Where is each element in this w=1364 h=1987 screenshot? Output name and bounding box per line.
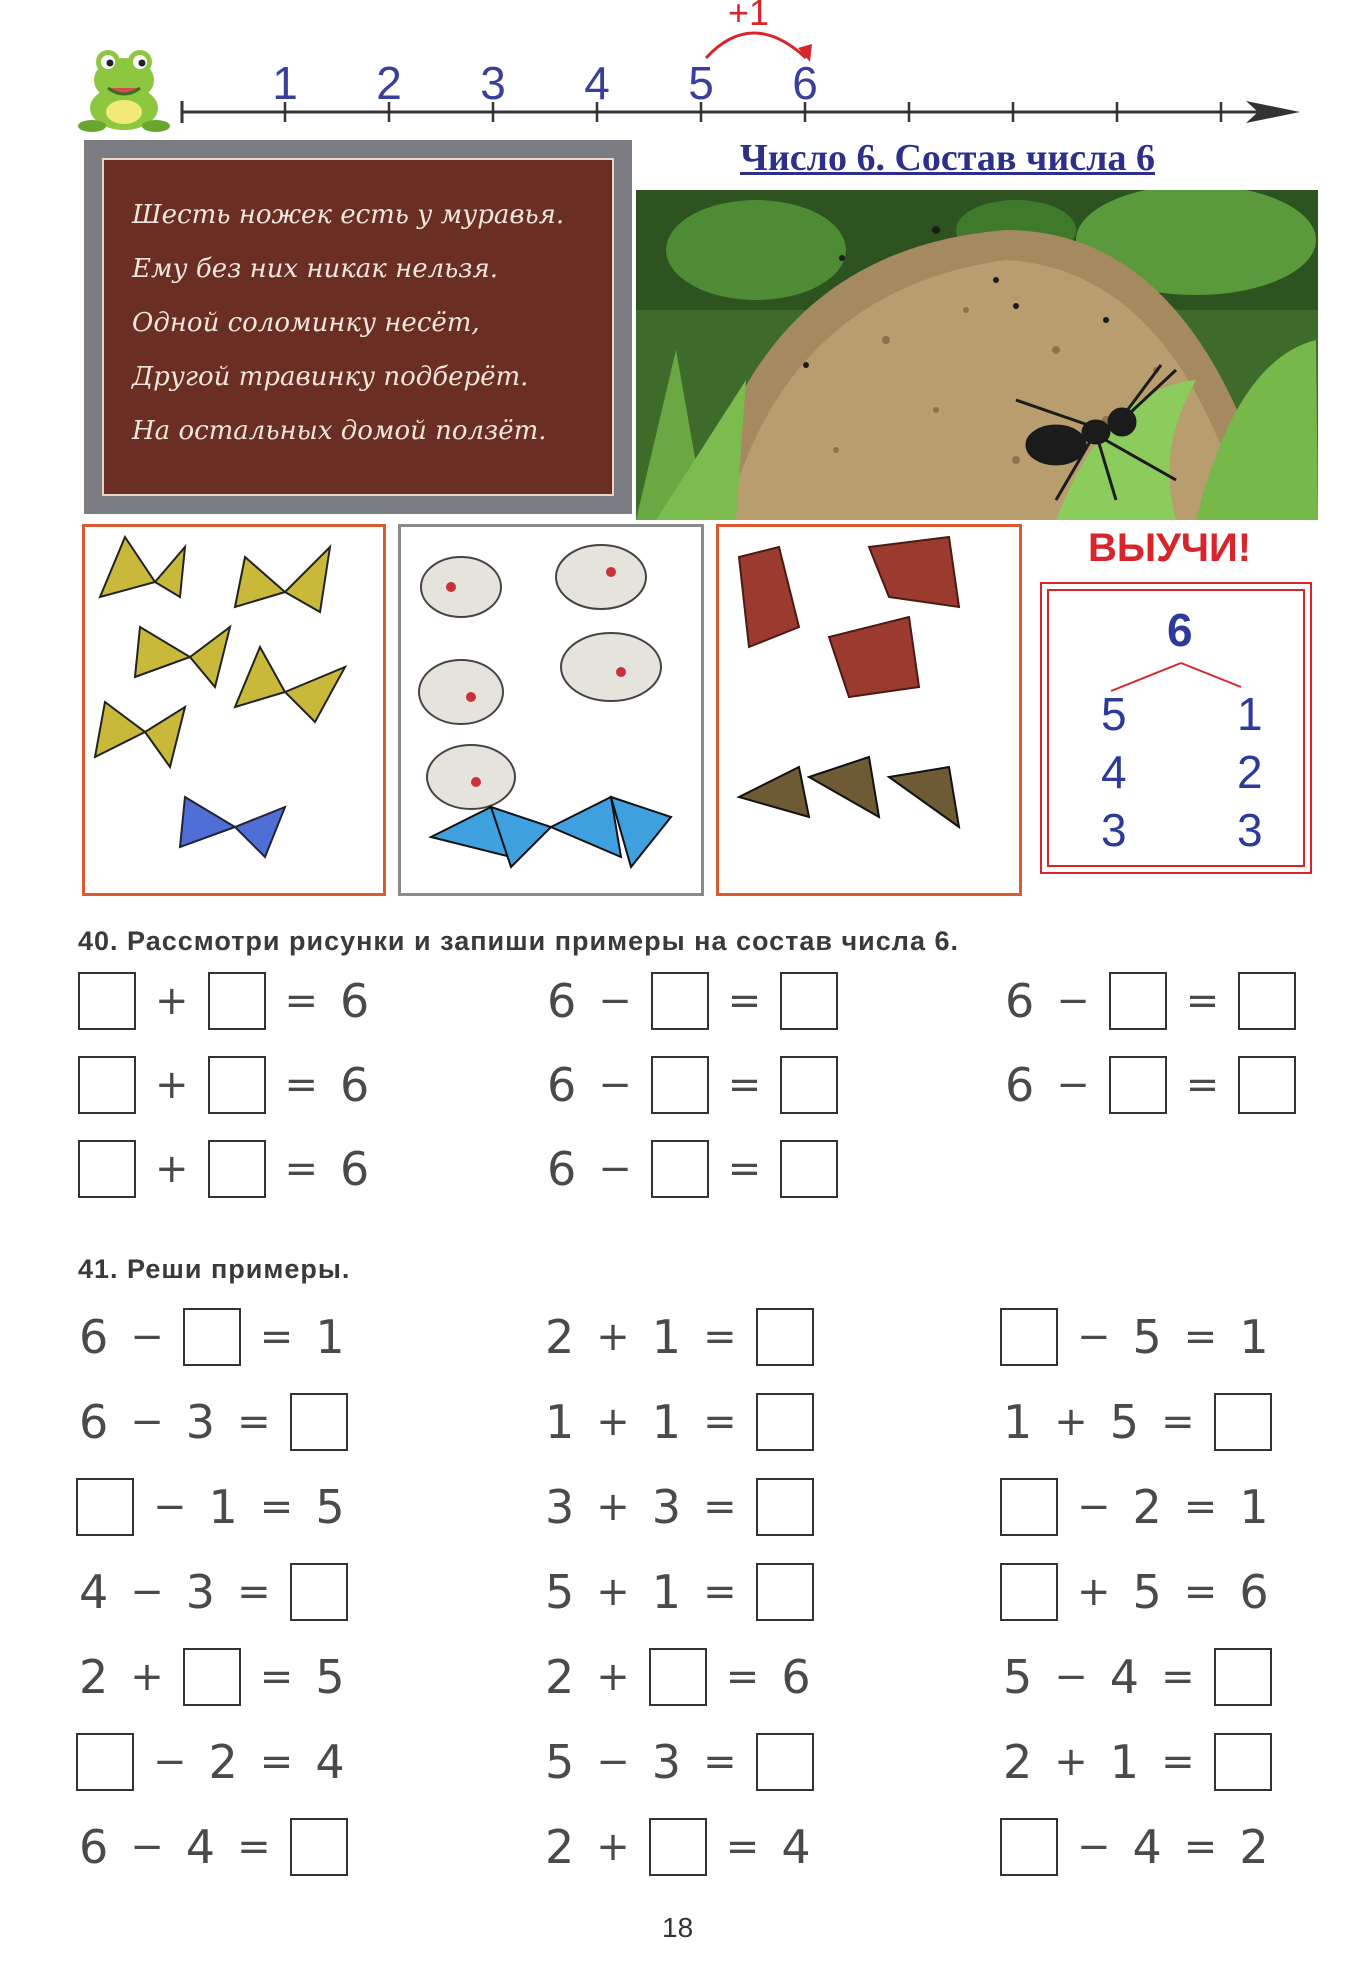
equation-operator: = xyxy=(237,1399,271,1445)
equation-operator: − xyxy=(153,1484,187,1530)
equation-operator: + xyxy=(1054,1399,1088,1445)
answer-box[interactable] xyxy=(208,1056,266,1114)
equation-operator: − xyxy=(1056,1062,1090,1108)
learn-box-inner xyxy=(1047,589,1305,867)
answer-box[interactable] xyxy=(1214,1648,1272,1706)
equation-number: 6 xyxy=(547,1058,577,1112)
equation-operator: = xyxy=(703,1569,737,1615)
equation xyxy=(72,970,378,1032)
equation-operator: = xyxy=(284,1062,319,1108)
number-line-label: 1 xyxy=(272,57,298,109)
equation-operator: − xyxy=(598,1146,632,1192)
equation xyxy=(70,1561,354,1623)
equation-number: 1 xyxy=(1239,1480,1269,1534)
equation xyxy=(994,1391,1278,1453)
equation-operator: − xyxy=(130,1569,164,1615)
equation xyxy=(72,1054,378,1116)
answer-box[interactable] xyxy=(208,1140,266,1198)
equation xyxy=(70,1391,354,1453)
equation xyxy=(70,1306,354,1368)
equation-number: 4 xyxy=(1109,1650,1140,1704)
poem-line: На остальных домой ползёт. xyxy=(132,416,547,446)
equation-number: 1 xyxy=(315,1310,345,1364)
equation-operator: = xyxy=(703,1739,737,1785)
answer-box[interactable] xyxy=(183,1308,241,1366)
equation xyxy=(70,1731,354,1793)
number-line-label: 5 xyxy=(688,57,714,109)
poem-line: Ему без них никак нельзя. xyxy=(132,254,498,284)
equation-operator: = xyxy=(727,1146,762,1192)
number-line-label: 2 xyxy=(376,57,402,109)
equation-operator: − xyxy=(1077,1314,1111,1360)
equation-operator: − xyxy=(598,978,632,1024)
learn-part-right: 3 xyxy=(1237,804,1263,856)
answer-box[interactable] xyxy=(651,1056,709,1114)
equation-number: 1 xyxy=(651,1395,682,1449)
equation-number: 1 xyxy=(651,1310,682,1364)
equation-number: 5 xyxy=(545,1565,575,1619)
equation-operator: = xyxy=(1183,1484,1218,1530)
equation-operator: + xyxy=(130,1654,164,1700)
equation-operator: = xyxy=(1161,1654,1195,1700)
equation-operator: = xyxy=(259,1484,294,1530)
equation-operator: = xyxy=(1161,1739,1195,1785)
equation-operator: = xyxy=(703,1399,737,1445)
equation-number: 6 xyxy=(340,1058,370,1112)
answer-box[interactable] xyxy=(76,1733,134,1791)
poem-panel xyxy=(102,158,614,496)
equation-operator: = xyxy=(284,978,319,1024)
equation-operator: + xyxy=(155,978,189,1024)
equation xyxy=(996,970,1302,1032)
equation-operator: + xyxy=(596,1314,630,1360)
equation-operator: = xyxy=(284,1146,319,1192)
anthill-illustration xyxy=(636,190,1318,520)
equation-operator: = xyxy=(725,1654,760,1700)
learn-heading: ВЫУЧИ! xyxy=(1088,526,1252,570)
equation-operator: − xyxy=(1077,1484,1111,1530)
answer-box[interactable] xyxy=(1000,1308,1058,1366)
answer-box[interactable] xyxy=(756,1393,814,1451)
answer-box[interactable] xyxy=(1000,1818,1058,1876)
answer-box[interactable] xyxy=(1000,1563,1058,1621)
equation-operator: + xyxy=(155,1146,189,1192)
answer-box[interactable] xyxy=(208,972,266,1030)
equation-operator: = xyxy=(259,1654,294,1700)
equation xyxy=(72,1138,378,1200)
frog-icon xyxy=(78,50,170,132)
equation xyxy=(538,1054,844,1116)
equation-number: 2 xyxy=(545,1650,575,1704)
equation-number: 6 xyxy=(781,1650,811,1704)
answer-box[interactable] xyxy=(756,1478,814,1536)
equation xyxy=(994,1646,1278,1708)
equation-number: 4 xyxy=(185,1820,216,1874)
equation-number: 4 xyxy=(79,1565,109,1619)
equation-operator: − xyxy=(1077,1824,1111,1870)
page-title: Число 6. Состав числа 6 xyxy=(740,137,1155,179)
equation-operator: + xyxy=(596,1824,630,1870)
number-line-label: 3 xyxy=(480,57,506,109)
equation-operator: + xyxy=(155,1062,189,1108)
equation-operator: − xyxy=(153,1739,187,1785)
equation-operator: + xyxy=(596,1399,630,1445)
equation-operator: = xyxy=(1183,1569,1218,1615)
number-line-label: 6 xyxy=(792,57,818,109)
equation-operator: − xyxy=(596,1739,630,1785)
equation-number: 3 xyxy=(651,1735,682,1789)
answer-box[interactable] xyxy=(780,1140,838,1198)
equation-number: 4 xyxy=(315,1735,345,1789)
equation-operator: + xyxy=(1077,1569,1111,1615)
butterflies-grey-blue xyxy=(398,524,704,896)
equation-number: 1 xyxy=(651,1565,682,1619)
equation xyxy=(536,1476,820,1538)
equation-number: 5 xyxy=(1109,1395,1140,1449)
answer-box[interactable] xyxy=(651,1140,709,1198)
equation-operator: − xyxy=(130,1824,164,1870)
equation xyxy=(536,1731,820,1793)
equation-operator: − xyxy=(130,1399,164,1445)
equation-number: 2 xyxy=(1239,1820,1269,1874)
poem-line: Одной соломинку несёт, xyxy=(132,308,480,338)
equation-number: 5 xyxy=(545,1735,575,1789)
equation-number: 3 xyxy=(185,1395,216,1449)
page-number: 18 xyxy=(662,1912,694,1943)
equation xyxy=(536,1391,820,1453)
equation-operator: + xyxy=(596,1654,630,1700)
equation xyxy=(994,1731,1278,1793)
answer-box[interactable] xyxy=(1214,1733,1272,1791)
answer-box[interactable] xyxy=(1109,972,1167,1030)
equation xyxy=(536,1561,820,1623)
equation-operator: = xyxy=(703,1484,737,1530)
equation-number: 5 xyxy=(315,1650,345,1704)
equation-operator: = xyxy=(727,1062,762,1108)
butterflies-red-brown xyxy=(716,524,1022,896)
equation-operator: = xyxy=(259,1314,294,1360)
equation-number: 2 xyxy=(79,1650,109,1704)
answer-box[interactable] xyxy=(1109,1056,1167,1114)
equation-number: 1 xyxy=(1239,1310,1269,1364)
equation-operator: + xyxy=(596,1569,630,1615)
answer-box[interactable] xyxy=(78,1140,136,1198)
equation xyxy=(536,1816,820,1878)
butterflies-picture xyxy=(719,527,1019,893)
equation-operator: = xyxy=(1183,1314,1218,1360)
number-line-label: 4 xyxy=(584,57,610,109)
equation xyxy=(536,1646,820,1708)
answer-box[interactable] xyxy=(780,972,838,1030)
equation-number: 2 xyxy=(208,1735,238,1789)
task-40-heading: 40. Рассмотри рисунки и запиши примеры на состав числа 6. xyxy=(78,926,959,956)
equation-number: 6 xyxy=(1005,1058,1035,1112)
equation xyxy=(536,1306,820,1368)
equation-number: 6 xyxy=(79,1310,109,1364)
answer-box[interactable] xyxy=(290,1393,348,1451)
equation-operator: = xyxy=(1161,1399,1195,1445)
equation-number: 6 xyxy=(1239,1565,1269,1619)
equation-number: 2 xyxy=(1132,1480,1162,1534)
equation-number: 6 xyxy=(340,1142,370,1196)
equation-operator: + xyxy=(1054,1739,1088,1785)
equation-operator: = xyxy=(1183,1824,1218,1870)
answer-box[interactable] xyxy=(1238,972,1296,1030)
learn-box xyxy=(1040,582,1312,874)
equation-number: 3 xyxy=(185,1565,216,1619)
equation-number: 5 xyxy=(1003,1650,1033,1704)
equation xyxy=(70,1816,354,1878)
equation-number: 2 xyxy=(545,1820,575,1874)
answer-box[interactable] xyxy=(1214,1393,1272,1451)
equation-operator: + xyxy=(596,1484,630,1530)
equation xyxy=(538,1138,844,1200)
answer-box[interactable] xyxy=(649,1818,707,1876)
poem-line: Шесть ножек есть у муравья. xyxy=(132,200,565,230)
jump-label: +1 xyxy=(728,0,770,33)
equation-operator: = xyxy=(727,978,762,1024)
equation-operator: = xyxy=(237,1569,271,1615)
butterflies-picture xyxy=(401,527,701,893)
task-41-heading: 41. Реши примеры. xyxy=(78,1254,351,1284)
equation-operator: − xyxy=(1054,1654,1088,1700)
learn-part-left: 4 xyxy=(1101,746,1127,798)
learn-part-right: 1 xyxy=(1237,688,1263,740)
butterflies-picture xyxy=(85,527,383,893)
answer-box[interactable] xyxy=(78,1056,136,1114)
equation xyxy=(994,1306,1278,1368)
equation xyxy=(70,1476,354,1538)
equation-number: 6 xyxy=(79,1395,109,1449)
learn-total: 6 xyxy=(1167,604,1193,656)
equation-number: 1 xyxy=(1003,1395,1033,1449)
equation-number: 5 xyxy=(1132,1565,1162,1619)
equation-operator: = xyxy=(703,1314,737,1360)
equation-number: 3 xyxy=(651,1480,682,1534)
equation xyxy=(994,1476,1278,1538)
butterflies-yellow-blue xyxy=(82,524,386,896)
equation-number: 6 xyxy=(340,974,370,1028)
equation-operator: = xyxy=(1185,1062,1220,1108)
equation-number: 4 xyxy=(781,1820,811,1874)
answer-box[interactable] xyxy=(756,1308,814,1366)
equation-number: 5 xyxy=(1132,1310,1162,1364)
answer-box[interactable] xyxy=(1238,1056,1296,1114)
equation xyxy=(996,1054,1302,1116)
equation-number: 2 xyxy=(1003,1735,1033,1789)
answer-box[interactable] xyxy=(649,1648,707,1706)
equation-number: 1 xyxy=(208,1480,238,1534)
answer-box[interactable] xyxy=(290,1818,348,1876)
answer-box[interactable] xyxy=(780,1056,838,1114)
answer-box[interactable] xyxy=(78,972,136,1030)
equation-operator: = xyxy=(1185,978,1220,1024)
answer-box[interactable] xyxy=(756,1733,814,1791)
equation-operator: = xyxy=(237,1824,271,1870)
answer-box[interactable] xyxy=(651,972,709,1030)
equation xyxy=(994,1561,1278,1623)
equation-number: 1 xyxy=(1109,1735,1140,1789)
learn-part-left: 5 xyxy=(1101,688,1127,740)
equation-number: 6 xyxy=(79,1820,109,1874)
answer-box[interactable] xyxy=(756,1563,814,1621)
equation xyxy=(994,1816,1278,1878)
equation-operator: − xyxy=(1056,978,1090,1024)
poem-line: Другой травинку подберёт. xyxy=(132,362,529,392)
equation-operator: − xyxy=(598,1062,632,1108)
learn-part-left: 3 xyxy=(1101,804,1127,856)
equation xyxy=(538,970,844,1032)
equation-operator: = xyxy=(259,1739,294,1785)
answer-box[interactable] xyxy=(290,1563,348,1621)
equation-number: 4 xyxy=(1132,1820,1162,1874)
equation-number: 2 xyxy=(545,1310,575,1364)
answer-box[interactable] xyxy=(183,1648,241,1706)
answer-box[interactable] xyxy=(1000,1478,1058,1536)
learn-part-right: 2 xyxy=(1237,746,1263,798)
equation-operator: − xyxy=(130,1314,164,1360)
equation-number: 1 xyxy=(545,1395,575,1449)
equation-number: 5 xyxy=(315,1480,345,1534)
equation-number: 6 xyxy=(1005,974,1035,1028)
poem-board xyxy=(84,140,632,514)
equation-number: 3 xyxy=(545,1480,575,1534)
equation-number: 6 xyxy=(547,1142,577,1196)
equation xyxy=(70,1646,354,1708)
equation-operator: = xyxy=(725,1824,760,1870)
answer-box[interactable] xyxy=(76,1478,134,1536)
equation-number: 6 xyxy=(547,974,577,1028)
